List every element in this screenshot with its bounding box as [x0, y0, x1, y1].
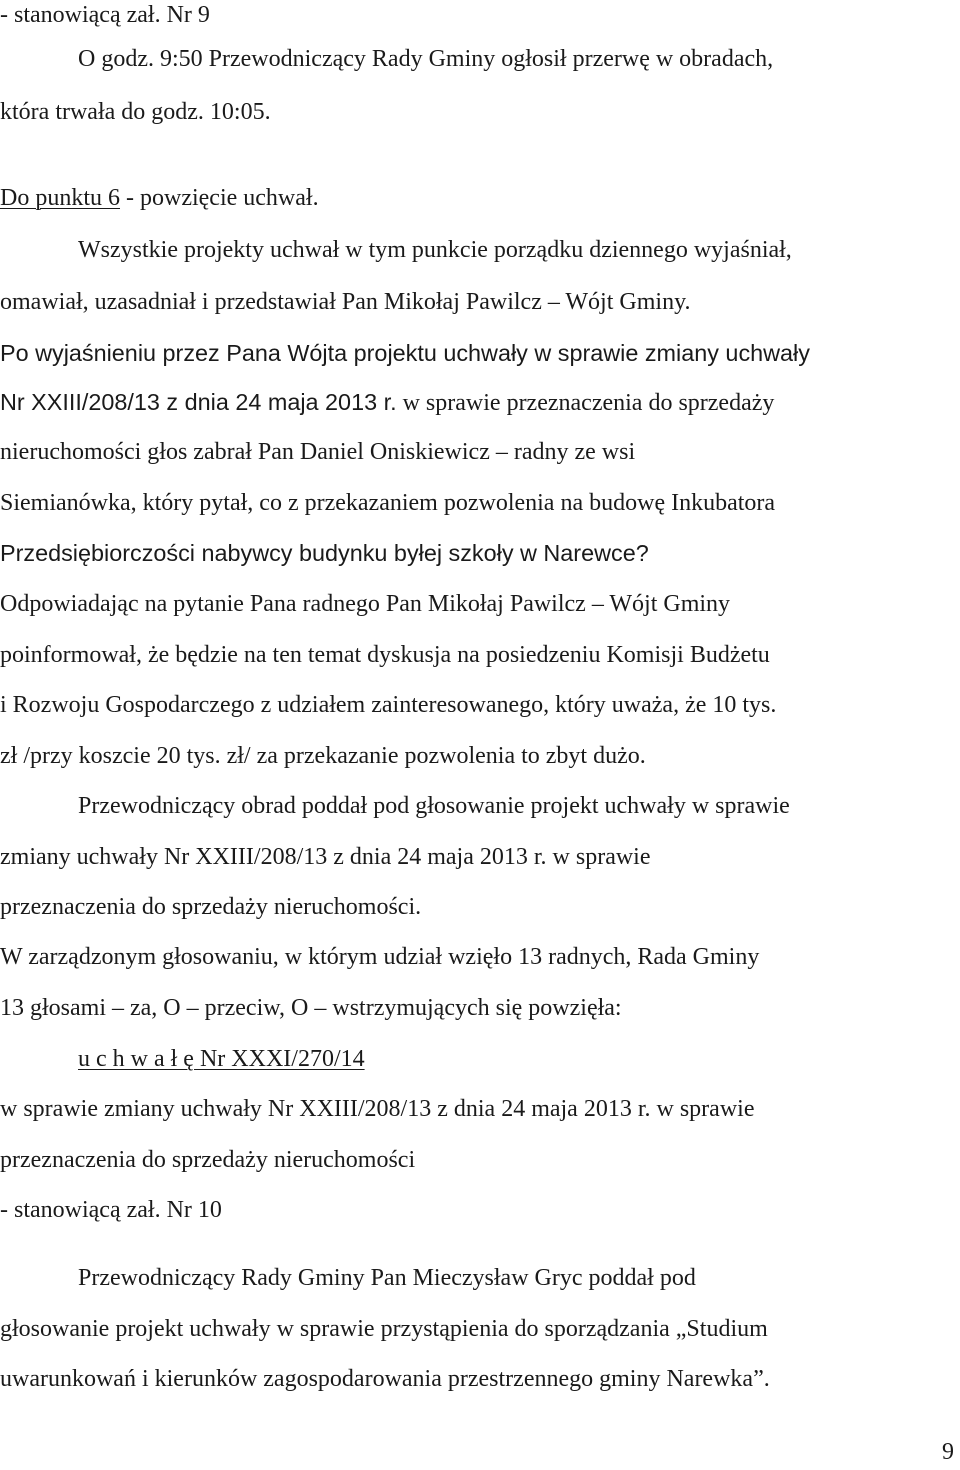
text-line: Odpowiadając na pytanie Pana radnego Pan Mikołaj Pawilcz – Wójt Gminy	[0, 591, 731, 617]
text-line: W zarządzonym głosowaniu, w którym udział wzięło 13 radnych, Rada Gminy	[0, 944, 760, 970]
text-line: głosowanie projekt uchwały w sprawie przystąpienia do sporządzania „Studium	[0, 1316, 768, 1342]
text-line	[0, 387, 774, 417]
section-heading	[0, 183, 319, 213]
text-line: która trwała do godz. 10:05.	[0, 99, 271, 125]
text-line: poinformował, że będzie na ten temat dyskusja na posiedzeniu Komisji Budżetu	[0, 642, 770, 668]
text-segment: w sprawie przeznaczenia do sprzedaży	[396, 390, 775, 416]
text-line: Siemianówka, który pytał, co z przekazaniem pozwolenia na budowę Inkubatora	[0, 490, 776, 516]
resolution-title	[78, 1044, 365, 1074]
text-line: Wszystkie projekty uchwał w tym punkcie porządku dziennego wyjaśniał,	[78, 237, 792, 263]
text-line: zł /przy koszcie 20 tys. zł/ za przekazanie pozwolenia to zbyt dużo.	[0, 743, 646, 769]
text-line: Po wyjaśnieniu przez Pana Wójta projektu uchwały w sprawie zmiany uchwały	[0, 340, 810, 366]
text-line: Przedsiębiorczości nabywcy budynku byłej szkoły w Narewce?	[0, 540, 649, 566]
text-line: - stanowiącą zał. Nr 9	[0, 2, 210, 28]
text-line: przeznaczenia do sprzedaży nieruchomości	[0, 1147, 416, 1173]
text-line: Przewodniczący obrad poddał pod głosowanie projekt uchwały w sprawie	[78, 793, 790, 819]
text-line: O godz. 9:50 Przewodniczący Rady Gminy ogłosił przerwę w obradach,	[78, 46, 774, 72]
text-line: - stanowiącą zał. Nr 10	[0, 1197, 222, 1223]
text-line: nieruchomości głos zabrał Pan Daniel Oniskiewicz – radny ze wsi	[0, 439, 636, 465]
text-segment: Nr XXIII/208/13 z dnia 24 maja 2013 r.	[0, 389, 397, 415]
page-number: 9	[942, 1439, 954, 1465]
text-line: uwarunkowań i kierunków zagospodarowania przestrzennego gminy Narewka”.	[0, 1366, 770, 1392]
resolution-title-text: u c h w a ł ę Nr XXXI/270/14	[78, 1046, 365, 1072]
text-line: i Rozwoju Gospodarczego z udziałem zainteresowanego, który uważa, że 10 tys.	[0, 692, 777, 718]
text-line: przeznaczenia do sprzedaży nieruchomości.	[0, 894, 422, 920]
text-line: zmiany uchwały Nr XXIII/208/13 z dnia 24 maja 2013 r. w sprawie	[0, 844, 651, 870]
text-line: w sprawie zmiany uchwały Nr XXIII/208/13 z dnia 24 maja 2013 r. w sprawie	[0, 1096, 755, 1122]
section-heading-rest: - powzięcie uchwał.	[120, 185, 319, 211]
text-line: omawiał, uzasadniał i przedstawiał Pan Mikołaj Pawilcz – Wójt Gminy.	[0, 289, 691, 315]
section-heading-underlined: Do punktu 6	[0, 185, 120, 211]
text-line: Przewodniczący Rady Gminy Pan Mieczysław Gryc poddał pod	[78, 1265, 696, 1291]
text-line: 13 głosami – za, O – przeciw, O – wstrzymujących się powzięła:	[0, 995, 622, 1021]
